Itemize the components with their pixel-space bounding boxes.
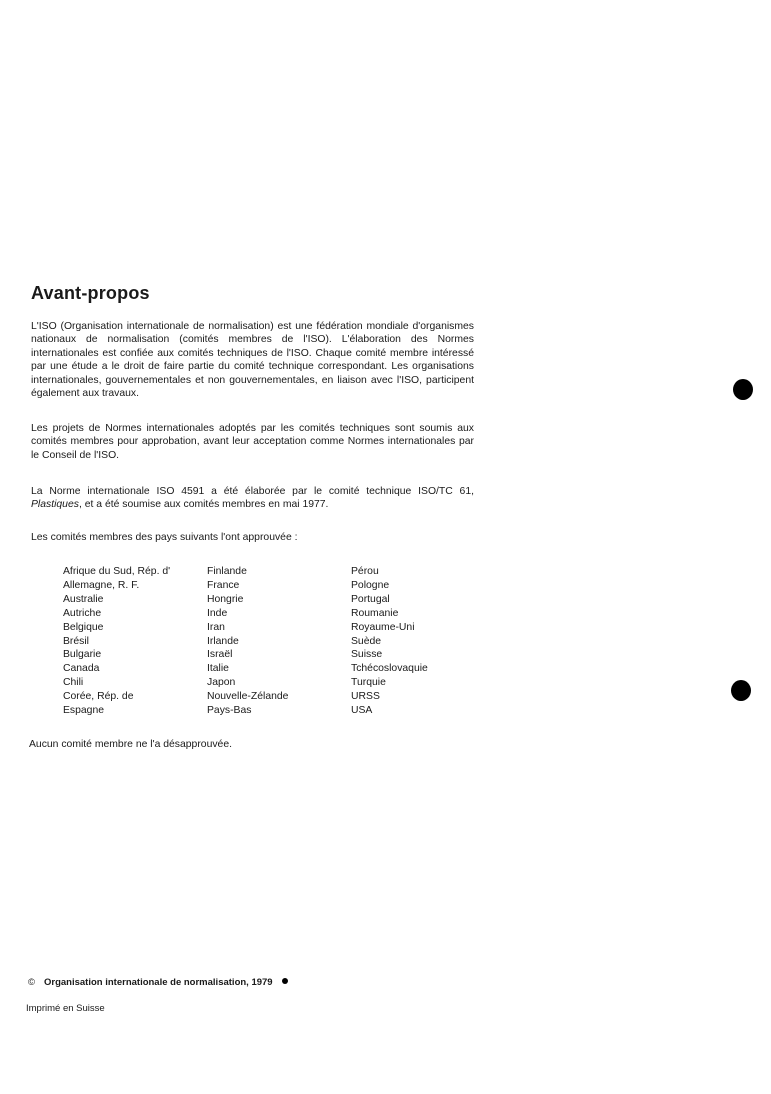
country-item: Corée, Rép. de (63, 691, 134, 703)
country-item: Pérou (351, 566, 379, 577)
country-item: Australie (63, 593, 104, 605)
margin-dot-icon (733, 379, 753, 400)
country-item: Portugal (351, 593, 390, 605)
footer-dot-icon (282, 978, 288, 984)
country-item: Allemagne, R. F. (63, 579, 140, 591)
copyright-icon: © (28, 977, 35, 988)
country-item: USA (351, 705, 373, 717)
country-item: Iran (207, 621, 225, 633)
printed-in-note: Imprimé en Suisse (26, 1003, 105, 1014)
country-list-column-3 (351, 565, 428, 718)
country-item: Bulgarie (63, 649, 102, 661)
foreword-paragraph-iso: L'ISO (Organisation internationale de normalisation) est une fédération mondiale d'organismes nationaux de normalisation (comités membres de l'ISO). L'élaboration des Normes internationales est confiée aux comités techniques de l'ISO. Chaque comité membre intéressé par une étude a le droit de faire partie du comité technique correspondant. Les organisations internationales, gouvernementales et non gouvernementales, en liaison avec l'ISO, participent également aux travaux. (31, 321, 474, 400)
country-item: Brésil (63, 635, 89, 647)
country-item: Belgique (63, 621, 104, 633)
country-item: Nouvelle-Zélande (207, 691, 289, 703)
country-item: Tchécoslovaquie (351, 663, 428, 675)
country-item: Turquie (351, 677, 386, 689)
foreword-paragraph-drafts: Les projets de Normes internationales adoptés par les comités techniques sont soumis aux comités membres pour approbation, avant leur acceptation comme Normes internationales par le Conseil de l'ISO. (31, 423, 474, 461)
disapproval-note: Aucun comité membre ne l'a désapprouvée. (29, 739, 232, 750)
country-item: Royaume-Uni (351, 621, 415, 633)
country-item: Autriche (63, 607, 102, 619)
country-item: Irlande (207, 635, 239, 647)
country-item: Espagne (63, 705, 105, 717)
standard-text-after: , et a été soumise aux comités membres en mai 1977. (78, 499, 329, 511)
country-item: Hongrie (207, 593, 244, 605)
country-item: Japon (207, 677, 236, 689)
standard-text-before: La Norme internationale ISO 4591 a été élaborée par le comité technique ISO/TC 61, (31, 486, 474, 497)
country-item: Chili (63, 677, 84, 689)
foreword-paragraph-standard (31, 485, 474, 512)
country-list-column-2 (207, 565, 288, 718)
country-item: Italie (207, 663, 229, 675)
committee-title: Plastiques (31, 499, 79, 511)
country-item: Afrique du Sud, Rép. d' (63, 566, 171, 577)
country-item: Pologne (351, 579, 390, 591)
country-item: Suède (351, 635, 382, 647)
country-item: Canada (63, 663, 100, 675)
approval-intro: Les comités membres des pays suivants l'ont approuvée : (31, 532, 298, 543)
country-item: Pays-Bas (207, 705, 252, 717)
footer-copyright (28, 977, 288, 988)
country-item: France (207, 579, 240, 591)
margin-dot-icon (731, 680, 751, 701)
country-item: Inde (207, 607, 228, 619)
country-item: Israël (207, 649, 233, 661)
page-title: Avant-propos (31, 283, 150, 303)
country-item: URSS (351, 691, 380, 703)
country-item: Roumanie (351, 607, 399, 619)
country-item: Finlande (207, 566, 247, 577)
country-list-column-1 (63, 565, 170, 718)
country-item: Suisse (351, 649, 383, 661)
copyright-organization: Organisation internationale de normalisation, 1979 (44, 977, 273, 988)
